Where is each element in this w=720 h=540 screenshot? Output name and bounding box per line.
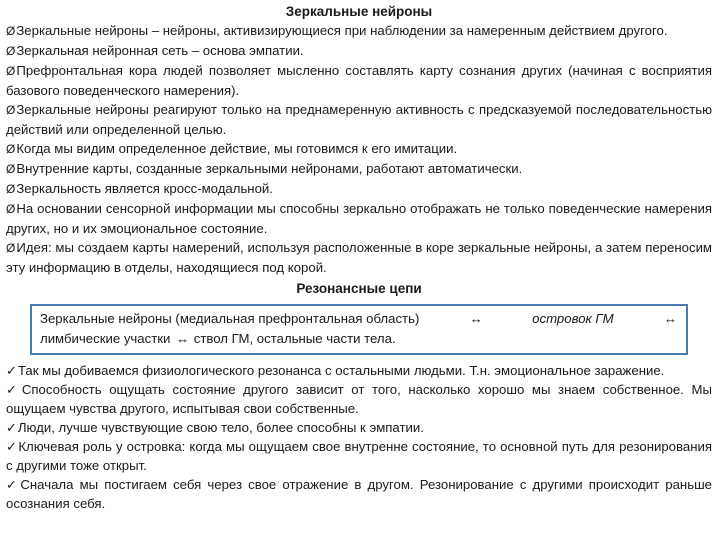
chain-line-2 [40,329,678,349]
checkmark-icon: ✓ [6,363,17,378]
arrow-bullet-icon: Ø [6,142,16,156]
checkmark-icon: ✓ [6,420,17,435]
checkmark-icon: ✓ [6,477,20,492]
arrow-bullet-icon: Ø [6,24,16,38]
arrow-bullet-icon: Ø [6,64,16,78]
chain-line-1 [40,309,678,329]
section-subtitle: Резонансные цепи [296,281,422,296]
check-item: ✓Сначала мы постигаем себя через свое отражение в другом. Резонирование с другими происходит раньше осознания себя. [6,477,712,511]
check-item: ✓Так мы добиваемся физиологического резонанса с остальными людьми. Т.н. эмоциональное заражение. [6,363,665,378]
chain-part-mirror-neurons: Зеркальные нейроны (медиальная префронтальная область) [40,311,420,326]
bullet-item: ØКогда мы видим определенное действие, мы готовимся к его имитации. [6,141,458,156]
arrow-bullet-icon: Ø [6,241,16,255]
mirror-neuron-bullets [6,21,712,277]
bullet-item: ØЗеркальная нейронная сеть – основа эмпатии. [6,43,304,58]
bullet-item: ØНа основании сенсорной информации мы способны зеркально отображать не только поведенческие намерения других, но и их эмоциональное состояние. [6,201,712,236]
slide [6,0,712,540]
bullet-item: ØПрефронтальная кора людей позволяет мысленно составлять карту сознания других (начиная с восприятия базового поведенческого намерения). [6,63,712,98]
checkmark-icon: ✓ [6,382,21,397]
chain-part-insula: островок ГМ [532,311,614,326]
check-item: ✓Способность ощущать состояние другого зависит от того, насколько хорошо мы знаем собственное. Мы ощущаем чувства другого, испытывая свои собственные. [6,382,712,416]
chain-part-brainstem: ствол ГМ, остальные части тела. [193,331,396,346]
checkmark-icon: ✓ [6,439,18,454]
double-arrow-icon: ↔ [469,311,482,326]
double-arrow-icon: ↔ [176,331,189,346]
arrow-bullet-icon: Ø [6,162,16,176]
arrow-bullet-icon: Ø [6,103,16,117]
bullet-item: ØВнутренние карты, созданные зеркальными нейронами, работают автоматически. [6,161,523,176]
arrow-bullet-icon: Ø [6,44,16,58]
slide-title: Зеркальные нейроны [285,4,433,19]
resonance-chain-box [30,304,688,355]
bullet-item: ØЗеркальные нейроны реагируют только на преднамеренную активность с предсказуемой последовательностью действий или определенной целью. [6,102,712,137]
arrow-bullet-icon: Ø [6,182,16,196]
check-item: ✓Ключевая роль у островка: когда мы ощущаем свое внутренне состояние, то основной путь для резонирования с другими тоже открыт. [6,439,712,473]
arrow-bullet-icon: Ø [6,202,16,216]
bullet-item: ØИдея: мы создаем карты намерений, используя расположенные в коре зеркальные нейроны, а затем переносим эту информацию в отделы, находящиеся под корой. [6,240,712,275]
bullet-item: ØЗеркальные нейроны – нейроны, активизирующиеся при наблюдении за намеренным действием другого. [6,23,668,38]
bullet-item: ØЗеркальность является кросс-модальной. [6,181,273,196]
chain-part-limbic: лимбические участки [40,331,171,346]
resonance-checklist [6,361,712,513]
check-item: ✓Люди, лучше чувствующие свою тело, более способны к эмпатии. [6,420,424,435]
double-arrow-icon: ↔ [664,311,676,326]
